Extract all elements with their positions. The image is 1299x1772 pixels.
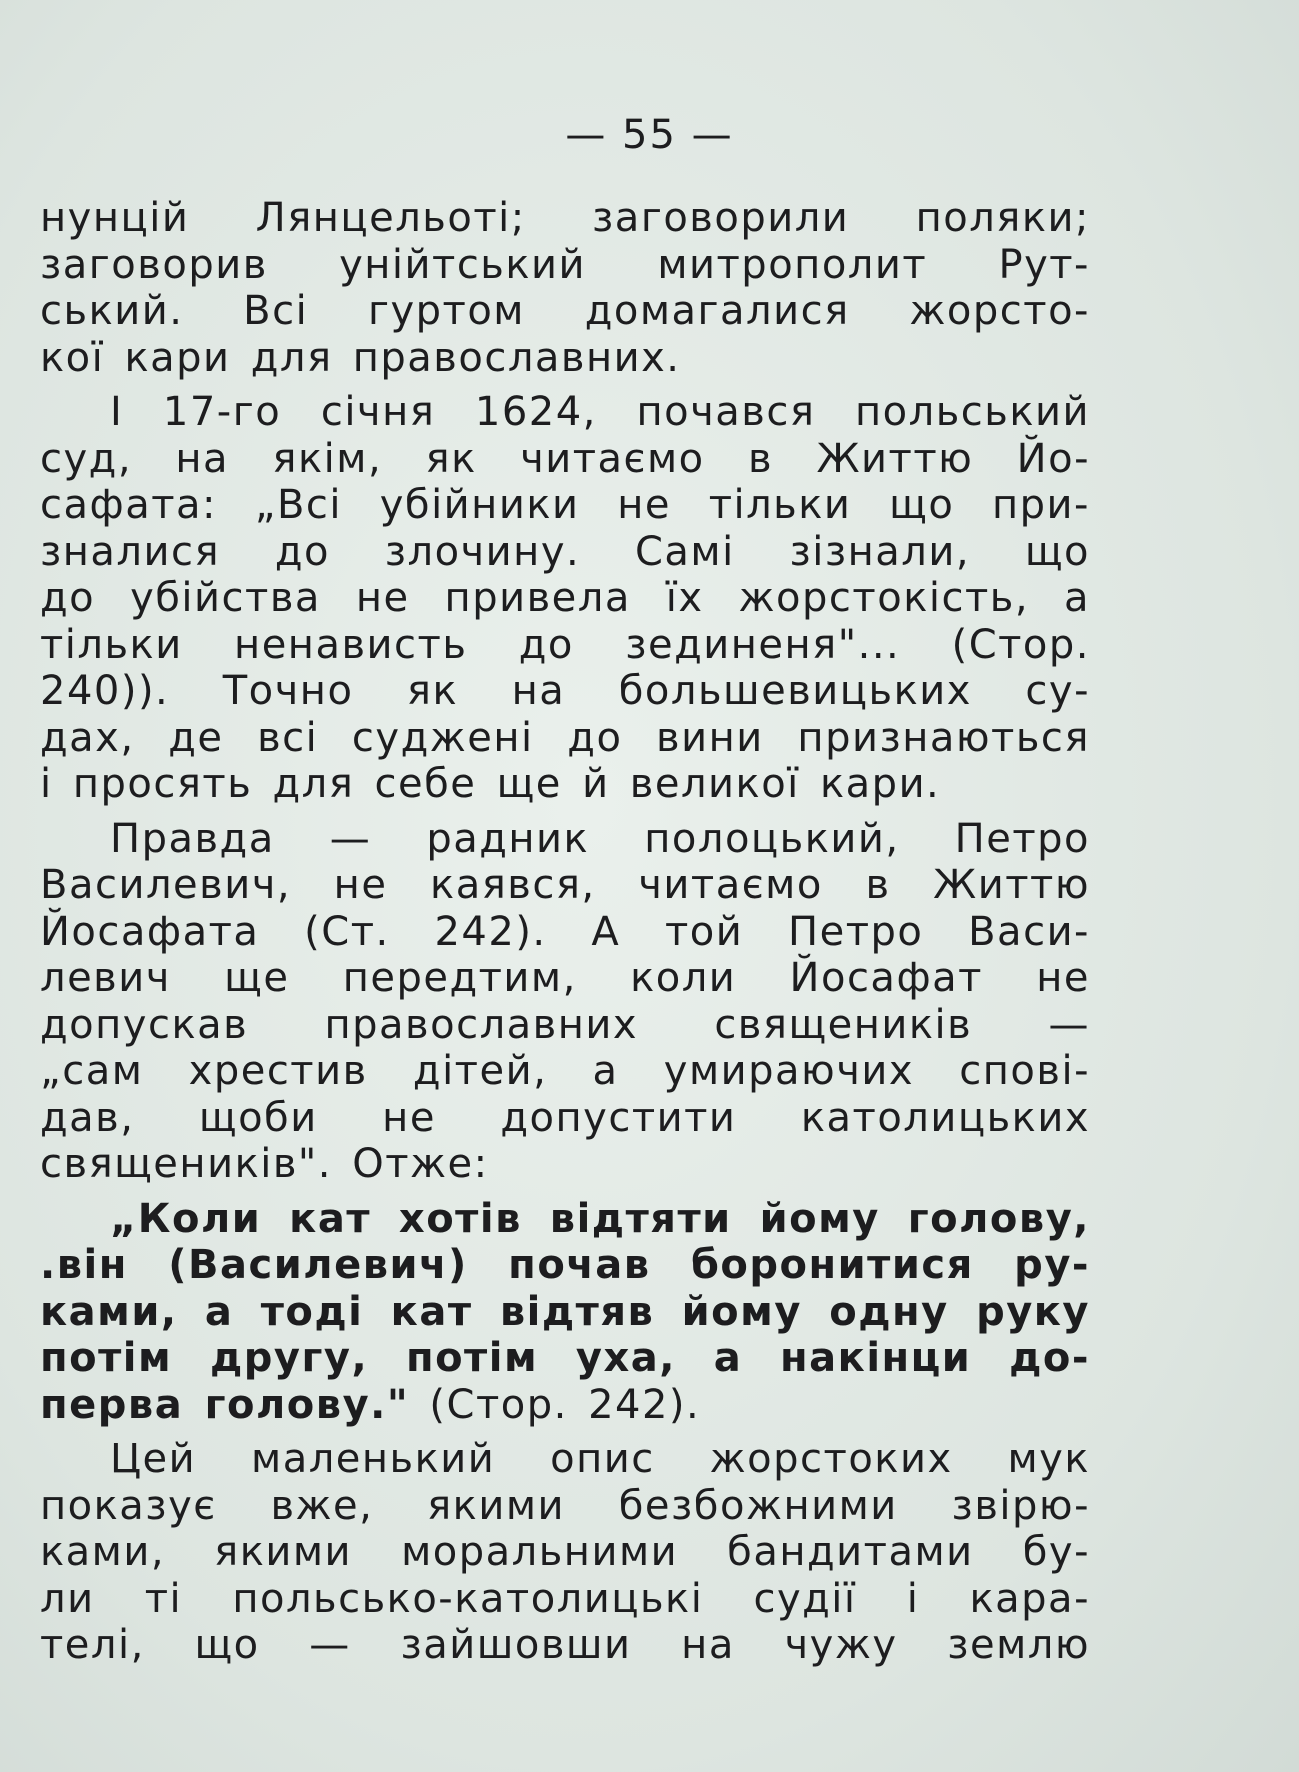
text-line: і просять для себе ще й великої кари. (40, 761, 941, 807)
quote-line: „Коли кат хотів відтяти йому голову, (110, 1195, 1090, 1242)
text-line: суд, на якім, як читаємо в Життю Йо- (40, 435, 1090, 482)
text-line: Йосафата (Ст. 242). А той Петро Васи- (40, 908, 1090, 955)
text-line: ли ті польсько-католицькі судії і кара- (40, 1575, 1090, 1622)
text-line: 240)). Точно як на большевицьких су- (40, 668, 1090, 714)
body-text (40, 195, 1090, 1669)
text-line: Василевич, не каявся, читаємо в Життю (40, 862, 1090, 908)
paragraph-4-quote (40, 1196, 1090, 1429)
text-line: телі, що — зайшовши на чужу землю (40, 1622, 1090, 1668)
page-number: — 55 — (565, 112, 734, 158)
text-line: левич ще передтим, коли Йосафат не (40, 955, 1090, 1001)
text-line: ський. Всі гуртом домагалися жорсто- (40, 288, 1090, 334)
text-line: тільки ненависть до зединеня"... (Стор. (40, 621, 1090, 668)
text-line: ками, якими моральними бандитами бу- (40, 1529, 1090, 1575)
paragraph-5 (40, 1436, 1090, 1669)
text-line: Правда — радник полоцький, Петро (110, 815, 1090, 862)
paragraph-1 (40, 195, 1090, 381)
quote-line: ками, а тоді кат відтяв йому одну руку (40, 1288, 1090, 1335)
quote-line: .він (Василевич) почав боронитися ру- (40, 1242, 1090, 1288)
text-line: до убійства не привела їх жорстокість, а (40, 575, 1090, 621)
text-line: „сам хрестив дітей, а умираючих спові- (40, 1048, 1090, 1094)
text-line: нунцій Лянцельоті; заговорили поляки; (40, 195, 1090, 241)
text-line: І 17-го січня 1624, почався польський (110, 389, 1090, 435)
quote-line: потім другу, потім уха, а накінци до- (40, 1335, 1090, 1381)
text-line: сафата: „Всі убійники не тільки що при- (40, 482, 1090, 528)
quote-citation: (Стор. 242). (409, 1381, 701, 1428)
text-line: зналися до злочину. Самі зізнали, що (40, 528, 1090, 575)
paragraph-3 (40, 816, 1090, 1188)
text-line: священиків". Отже: (40, 1141, 489, 1187)
text-line: допускав православних священиків — (40, 1001, 1090, 1048)
text-line: дав, щоби не допустити католицьких (40, 1094, 1090, 1141)
quote-line-end: перва голову." (40, 1381, 410, 1428)
text-line: дах, де всі суджені до вини признаються (40, 714, 1090, 761)
quote-last-line (40, 1382, 1090, 1429)
paragraph-2 (40, 389, 1090, 808)
text-line: заговорив унійтський митрополит Рут- (40, 241, 1090, 288)
text-line: показує вже, якими безбожними звірю- (40, 1482, 1090, 1529)
text-line: Цей маленький опис жорстоких мук (110, 1436, 1090, 1482)
text-line: кої кари для православних. (40, 334, 681, 381)
